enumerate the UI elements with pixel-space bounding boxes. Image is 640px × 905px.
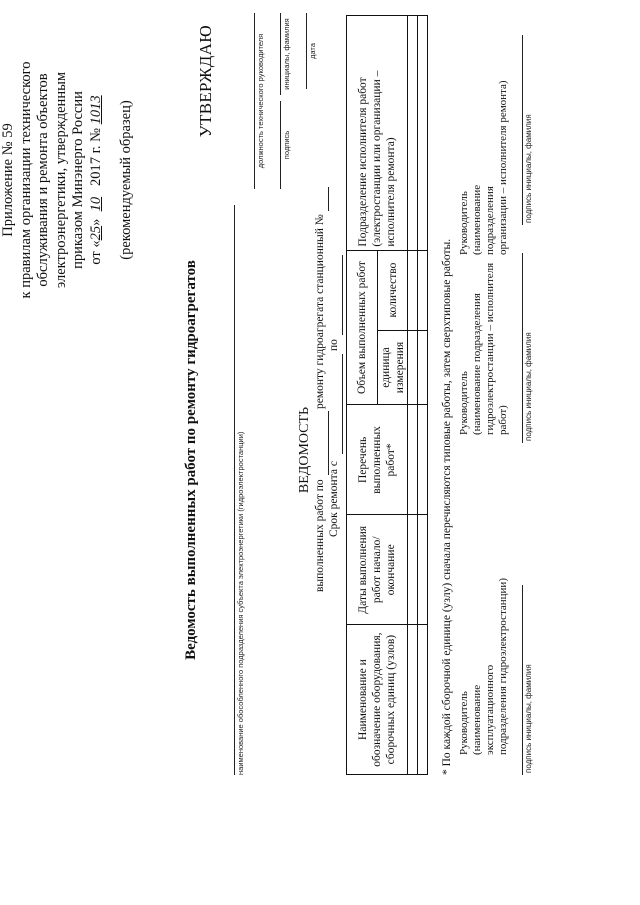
sign-caption: подпись: [282, 130, 291, 160]
org-line: [234, 205, 235, 775]
header-executor: Подразделение исполнителя работ (электростанции или организации – исполнителя ремонта): [347, 16, 408, 251]
approve-title: УТВЕРЖДАЮ: [196, 25, 215, 138]
appendix-line: электроэнергетики, утвержденным: [52, 72, 69, 288]
signature-line: [522, 253, 523, 443]
document-title: Ведомость выполненных работ по ремонту гидроагрегатов: [183, 260, 199, 660]
appendix-line: обслуживания и ремонта объектов: [35, 73, 51, 287]
sign-line: [280, 101, 281, 189]
period-from-label: Срок ремонта с: [328, 461, 340, 537]
position-line: [254, 13, 255, 189]
handwritten-month: 10: [87, 196, 104, 212]
signature-block-operations: Руководитель (наименование эксплуатационного подразделения гидроэлектростанции): [458, 578, 509, 755]
statement-text: ремонту гидроагрегата станционный №: [314, 214, 326, 409]
date-caption: дата: [308, 43, 317, 59]
header-qty: количество: [378, 250, 408, 330]
table-row: [418, 16, 428, 775]
header-name: Наименование и обозначение оборудования, сборочных единиц (узлов): [347, 625, 408, 775]
handwritten-day: 25: [87, 225, 104, 241]
fill-line: [328, 187, 329, 211]
fill-line: [342, 354, 343, 454]
header-dates: Даты выполнения работ начало/окончание: [347, 515, 408, 625]
footnote: * По каждой сборочной единице (узлу) сначала перечисляются типовые работы, затем сверхтиповые работы.: [441, 238, 453, 775]
appendix-block: [0, 15, 136, 345]
fill-line: [342, 255, 343, 335]
signature-line: [522, 585, 523, 775]
name-caption: инициалы, фамилия: [282, 18, 291, 90]
recommended-note: (рекомендуемый образец): [118, 100, 134, 260]
handwritten-number: 1013: [87, 95, 104, 125]
statement-heading: ВЕДОМОСТЬ: [297, 406, 312, 494]
signature-block-repair-org: Руководитель (наименование подразделения организации – исполнителя ремонта): [458, 80, 509, 255]
name-line: [280, 13, 281, 95]
statement-text: выполненных работ по: [314, 479, 326, 592]
appendix-date: от «25» 10 2017 г. № 1013: [87, 95, 104, 265]
appendix-line: к правилам организации технического: [17, 61, 34, 299]
position-caption: должность технического руководителя: [256, 33, 265, 169]
date-line: [306, 13, 307, 89]
header-list: Перечень выполненных работ*: [347, 405, 408, 515]
signature-line: [522, 35, 523, 225]
header-unit: единица измерения: [378, 330, 408, 405]
works-table: [346, 15, 428, 775]
appendix-line: приказом Минэнерго России: [70, 91, 86, 269]
appendix-title: Приложение № 59: [0, 123, 16, 237]
signature-caption: подпись инициалы, фамилия: [524, 664, 533, 773]
signature-block-executor-unit: Руководитель (наименование подразделения гидроэлектростанции – исполнителя работ): [458, 262, 509, 435]
period-to-label: по: [328, 339, 340, 351]
signature-caption: подпись инициалы, фамилия: [524, 114, 533, 223]
table-row: [408, 16, 418, 775]
header-volume: Объем выполненных работ: [347, 250, 378, 405]
org-caption: наименование обособленного подразделения субъекта электроэнергетики (гидроэлектростанции): [236, 431, 245, 775]
signature-caption: подпись инициалы, фамилия: [524, 332, 533, 441]
